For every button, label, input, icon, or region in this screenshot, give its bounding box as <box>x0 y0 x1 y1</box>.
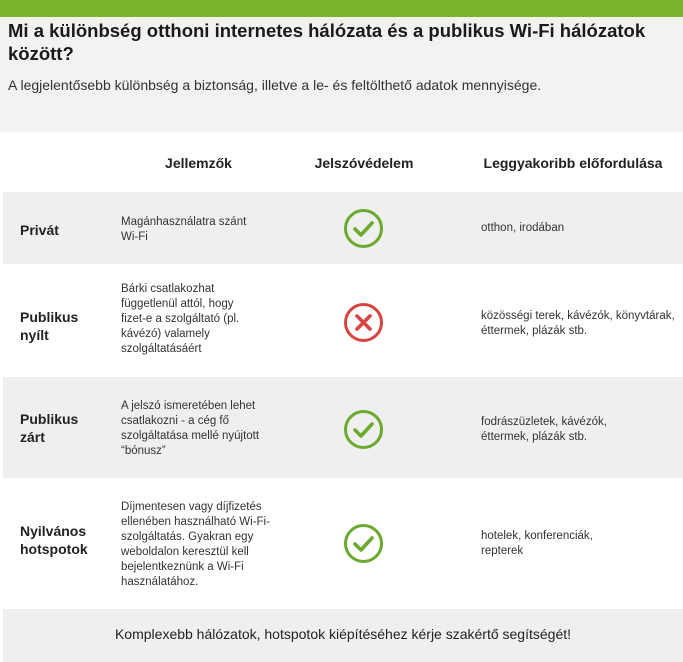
check-circle-icon <box>343 409 384 450</box>
row-locations: hotelek, konferenciák, repterek <box>481 530 593 557</box>
column-header-features: Jellemzők <box>165 155 232 171</box>
column-header-locations: Leggyakoribb előfordulása <box>483 155 663 171</box>
table-row-public-closed <box>3 377 683 478</box>
table-header-row <box>3 132 683 192</box>
check-circle-icon <box>343 523 384 564</box>
top-accent-bar <box>0 0 683 17</box>
row-name: Nyilvános hotspotok <box>20 523 88 557</box>
x-circle-icon <box>343 302 384 343</box>
row-description: A jelszó ismeretében lehet csatlakozni - a cég fő szolgáltatása mellé nyújtott “bónusz” <box>121 400 260 457</box>
page-subtitle: A legjelentősebb különbség a biztonság, illetve a le- és feltölthető adatok mennyisége. <box>8 77 542 93</box>
row-locations: közösségi terek, kávézók, könyvtárak, éttermek, plázák stb. <box>481 310 675 337</box>
column-header-password: Jelszóvédelem <box>314 155 414 171</box>
footer-banner <box>3 609 683 662</box>
row-description: Magánhasználatra szánt Wi-Fi <box>121 216 247 243</box>
row-locations: otthon, irodában <box>481 222 565 234</box>
row-name: Publikus nyílt <box>20 309 79 343</box>
table-row-private <box>3 192 683 264</box>
table-row-public-open <box>3 264 683 377</box>
row-description: Díjmentesen vagy díjfizetés ellenében használható Wi-Fi-szolgáltatás. Gyakran egy weboldalon keresztül kell bejelentkeznünk a Wi-Fi használatához. <box>121 501 270 588</box>
check-circle-icon <box>343 208 384 249</box>
row-description: Bárki csatlakozhat függetlenül attól, hogy fizet-e a szolgáltató (pl. kávézó) valamely szolgáltatásáért <box>121 283 240 355</box>
comparison-table <box>3 132 683 662</box>
footer-text: Komplexebb hálózatok, hotspotok kiépítéséhez kérje szakértő segítségét! <box>114 626 572 642</box>
table-row-public-hotspots <box>3 478 683 609</box>
row-name: Privát <box>20 222 59 238</box>
row-locations: fodrászüzletek, kávézók, éttermek, plázák stb. <box>481 416 607 443</box>
row-name: Publikus zárt <box>20 411 79 445</box>
page-title: Mi a különbség otthoni internetes hálózata és a publikus Wi-Fi hálózatok között? <box>8 20 646 64</box>
